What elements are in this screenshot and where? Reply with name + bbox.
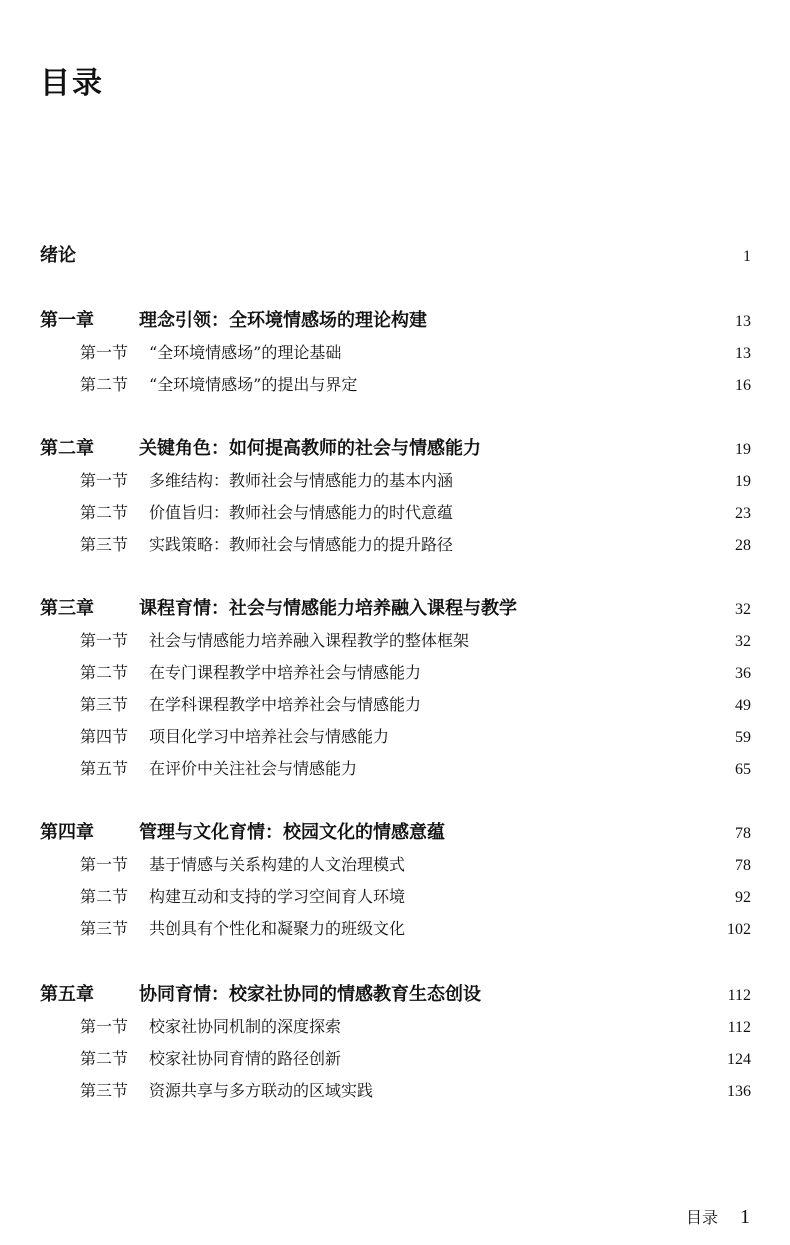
toc-page-number: 102 [727,921,751,938]
toc-page-number: 136 [727,1083,751,1100]
footer-page-number: 1 [740,1206,750,1228]
toc-entry-label [80,660,421,683]
section-title: 校家社协同育情的路径创新 [149,1049,342,1068]
section-number: 第二节 [80,503,129,522]
toc-page-number: 32 [735,601,751,618]
toc-page-number: 49 [735,697,751,714]
section-number: 第一节 [80,1017,129,1036]
toc-entry-label [40,241,139,267]
toc-entry-label [80,692,421,715]
chapter-title: 协同育情：校家社协同的情感教育生态创设 [139,984,481,1005]
section-number: 第四节 [80,727,129,746]
chapter-title: 理念引领：全环境情感场的理论构建 [139,310,427,331]
toc-entry-label [80,340,341,363]
toc-chapter-row [40,594,751,620]
toc-section-row [80,852,751,875]
footer-label: 目录 [685,1208,718,1227]
section-title: 共创具有个性化和凝聚力的班级文化 [149,919,406,938]
toc-page-number: 16 [735,377,751,394]
toc-entry-label [80,372,357,395]
toc-page-number: 32 [735,633,751,650]
section-number: 第五节 [80,759,129,778]
toc-section-row [80,692,751,715]
toc-entry-label [80,1078,373,1101]
chapter-title: 关键角色：如何提高教师的社会与情感能力 [139,438,481,459]
toc-entry-label [40,434,481,460]
section-number: 第一节 [80,855,129,874]
toc-entry-label [40,818,445,844]
toc-chapter-row [40,980,751,1006]
toc-entry-label [80,724,389,747]
section-title: “全环境情感场”的提出与界定 [149,375,358,394]
toc-page-number: 78 [735,857,751,874]
toc-page-number: 1 [743,248,751,265]
toc-section-row [80,532,751,555]
toc-chapter-row [40,434,751,460]
toc-page-number: 92 [735,889,751,906]
toc-entry-label [80,1046,341,1069]
toc-page-number: 28 [735,537,751,554]
toc-section-row [80,660,751,683]
toc-page-number: 13 [735,345,751,362]
toc-entry-label [80,884,405,907]
section-title: 社会与情感能力培养融入课程教学的整体框架 [149,631,470,650]
toc-entry-label [40,980,481,1006]
toc-page-number: 59 [735,729,751,746]
section-number: 第一节 [80,471,129,490]
toc-entry-label [80,756,357,779]
toc-page-number: 78 [735,825,751,842]
toc-page-number: 124 [727,1051,751,1068]
section-number: 第三节 [80,695,129,714]
section-title: 资源共享与多方联动的区域实践 [149,1081,374,1100]
toc-section-row [80,1014,751,1037]
toc-page-number: 36 [735,665,751,682]
toc-entry-label [80,916,405,939]
toc-section-row [80,1078,751,1101]
toc-entry-label [40,594,517,620]
section-number: 第二节 [80,375,129,394]
section-number: 第三节 [80,1081,129,1100]
toc-page-number: 112 [727,987,751,1004]
toc-page-number: 19 [735,441,751,458]
chapter-number: 第一章 [40,310,94,331]
toc-section-row [80,724,751,747]
toc-chapter-row [40,306,751,332]
section-title: 校家社协同机制的深度探索 [149,1017,342,1036]
toc-entry-label [40,306,427,332]
section-title: 在专门课程教学中培养社会与情感能力 [149,663,422,682]
chapter-number: 第三章 [40,598,94,619]
toc-entry-label [80,1014,341,1037]
section-number: 第二节 [80,663,129,682]
section-title: 在评价中关注社会与情感能力 [149,759,358,778]
section-title: 在学科课程教学中培养社会与情感能力 [149,695,422,714]
toc-page-number: 112 [727,1019,751,1036]
chapter-number: 第二章 [40,438,94,459]
toc-entry-label [80,628,469,651]
toc-entry-label [80,852,405,875]
toc-section-row [80,468,751,491]
section-title: 多维结构：教师社会与情感能力的基本内涵 [149,471,454,490]
section-title: 构建互动和支持的学习空间育人环境 [149,887,406,906]
toc-entry-label [80,468,453,491]
chapter-number: 第五章 [40,984,94,1005]
section-number: 第三节 [80,535,129,554]
section-number: 第一节 [80,631,129,650]
chapter-number: 绪论 [40,245,76,266]
toc-chapter-row [40,818,751,844]
toc-section-row [80,628,751,651]
toc-section-row [80,340,751,363]
page-footer [686,1205,750,1229]
toc-section-row [80,500,751,523]
toc-entry-label [80,532,453,555]
section-number: 第二节 [80,887,129,906]
section-title: 价值旨归：教师社会与情感能力的时代意蕴 [149,503,454,522]
toc-section-row [80,884,751,907]
section-title: 基于情感与关系构建的人文治理模式 [149,855,406,874]
section-number: 第三节 [80,919,129,938]
section-title: “全环境情感场”的理论基础 [149,343,342,362]
toc-page-number: 19 [735,473,751,490]
section-title: 项目化学习中培养社会与情感能力 [149,727,390,746]
toc-section-row [80,916,751,939]
toc-section-row [80,756,751,779]
chapter-title: 课程育情：社会与情感能力培养融入课程与教学 [139,598,517,619]
toc-page-number: 23 [735,505,751,522]
toc-section-row [80,372,751,395]
chapter-number: 第四章 [40,822,94,843]
section-number: 第二节 [80,1049,129,1068]
toc-page-number: 65 [735,761,751,778]
toc-page-number: 13 [735,313,751,330]
section-number: 第一节 [80,343,129,362]
toc-section-row [80,1046,751,1069]
toc-chapter-row [40,241,751,267]
page-title: 目录 [40,66,104,101]
section-title: 实践策略：教师社会与情感能力的提升路径 [149,535,454,554]
toc-entry-label [80,500,453,523]
chapter-title: 管理与文化育情：校园文化的情感意蕴 [139,822,445,843]
